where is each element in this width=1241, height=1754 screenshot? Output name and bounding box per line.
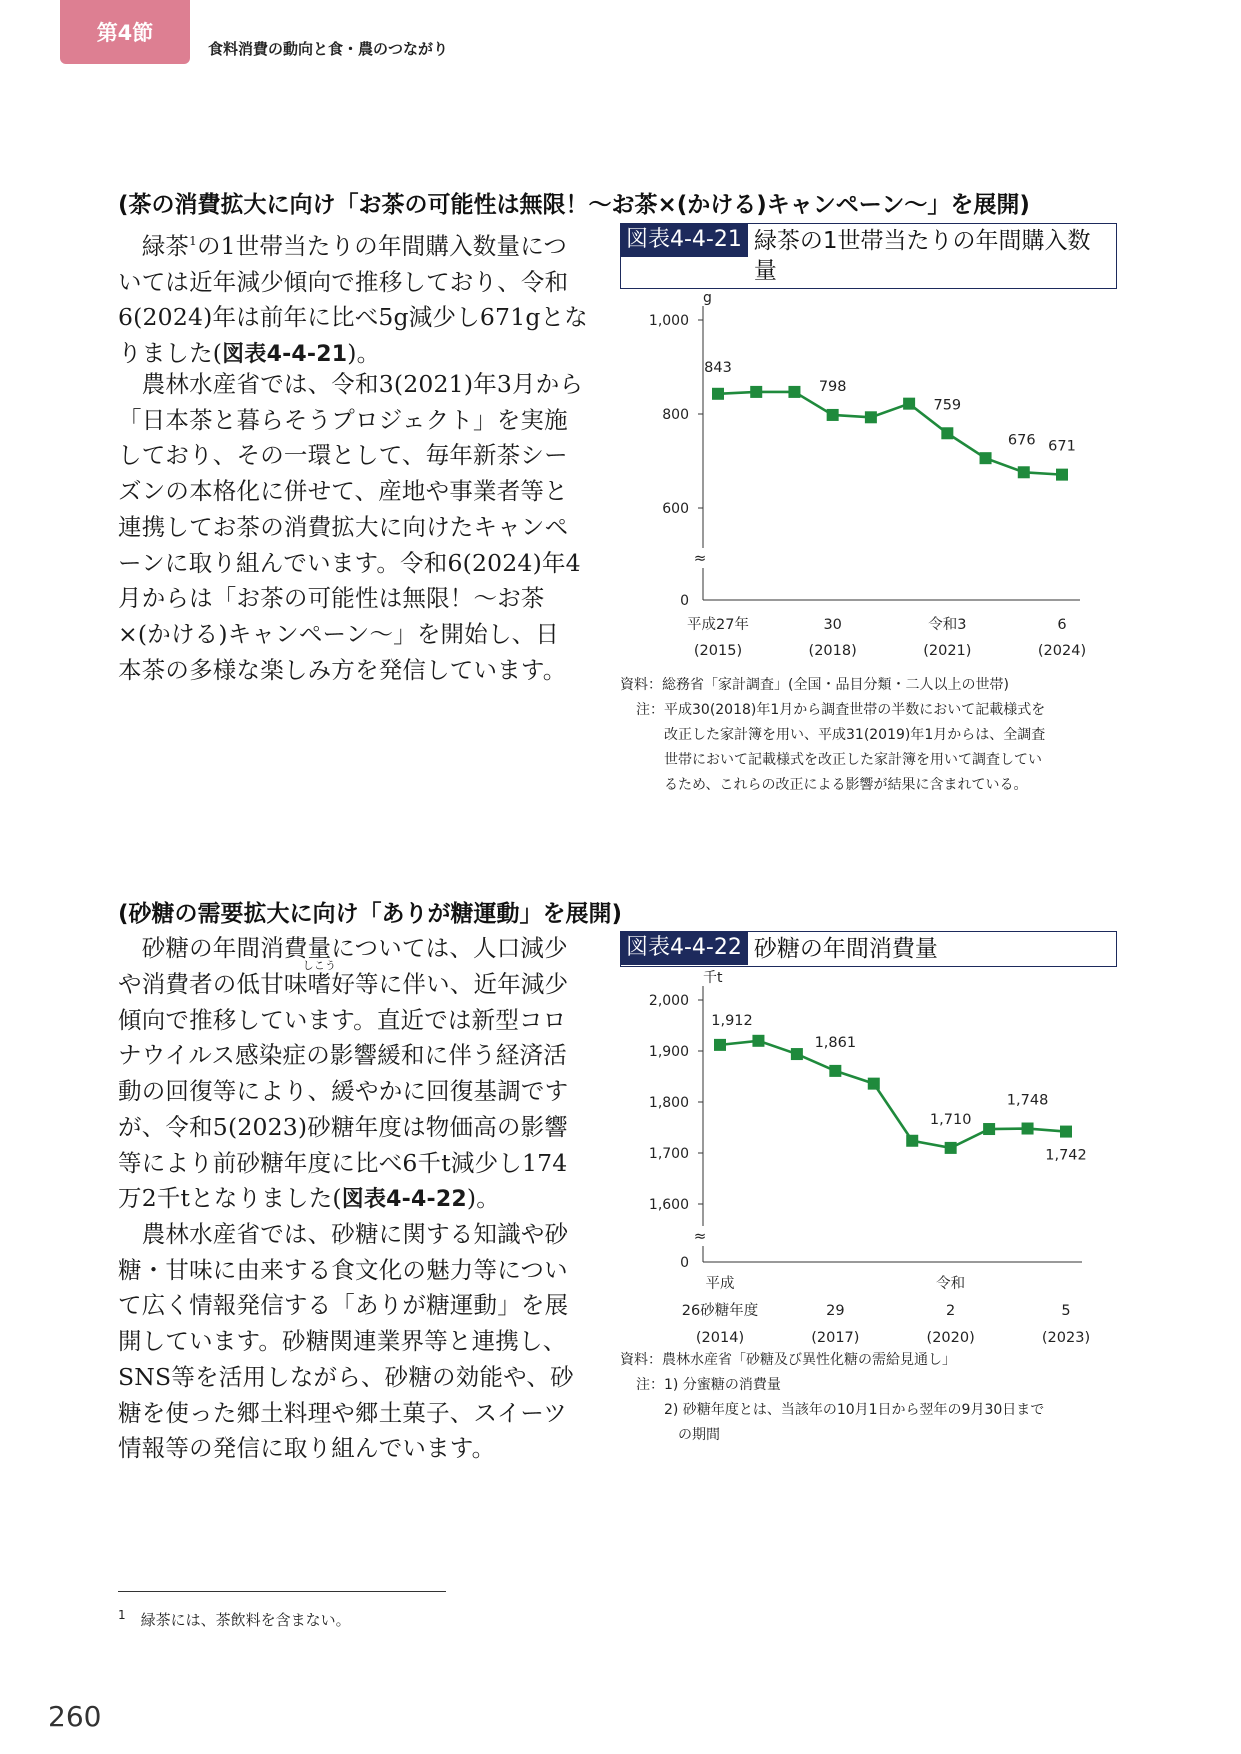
data-label: 1,748 [1006, 1092, 1049, 1109]
y-tick-label: 1,800 [648, 1095, 689, 1111]
data-point [752, 1035, 764, 1047]
data-point [1060, 1126, 1072, 1138]
x-tick-label: 30 [823, 617, 842, 633]
sugar-heading: (砂糖の需要拡大に向け「ありが糖運動」を展開) [118, 901, 623, 927]
data-label: 1,742 [1045, 1147, 1087, 1164]
footnote-ref: 1 [189, 234, 197, 248]
x-tick-label: 平成27年 [687, 617, 749, 633]
ruby-text: しこう [302, 959, 337, 972]
x-tick-label-year: (2024) [1037, 643, 1087, 659]
data-point [903, 398, 915, 410]
y-tick-label: 1,000 [648, 313, 689, 329]
x-tick-label-year: (2018) [808, 643, 857, 659]
data-point [983, 1123, 995, 1135]
data-point [945, 1142, 957, 1154]
data-label: 1,861 [814, 1034, 857, 1051]
data-label: 1,912 [711, 1012, 753, 1029]
x-tick-label: 26砂糖年度 [681, 1303, 759, 1319]
ruby-shikou [302, 959, 337, 998]
x-tick-label: 6 [1057, 617, 1067, 633]
x-tick-label-era: 平成 [705, 1276, 735, 1292]
x-tick-label: 令和3 [928, 617, 967, 633]
data-point [1056, 469, 1068, 481]
footnote-mark: 1 [118, 1608, 126, 1622]
x-tick-label-year: (2017) [811, 1330, 860, 1345]
sugar-para1-mid: 好等に伴い、近年減少 傾向で推移しています。直近では新型コロ ナウイルス感染症の影響緩和に伴う経済活 動の回復等により、緩やかに回復基調です が、令和5(2023)砂糖年度は物価高の影響 等により前砂糖年度に比べ6千t減少し174 万2千tとなりました( [118, 970, 569, 1213]
figure1-title: 緑茶の1世帯当たりの年間購入数量 [753, 228, 1091, 284]
data-label: 759 [933, 397, 962, 414]
tea-paragraph-2: 農林水産省では、令和3(2021)年3月から 「日本茶と暮らそうプロジェクト」を実施 しており、その一環として、毎年新茶シー ズンの本格化に併せて、産地や事業者等と 連携してお茶の消費拡大に向けたキャンペ ーンに取り組んでいます。令和6(2024)年4 月からは「お茶の可能性は無限！〜お茶 ×(かける)キャンペーン〜」を開始し、日 本茶の多様な楽しみ方を発信しています。 [118, 370, 584, 684]
x-tick-label-year: (2015) [693, 643, 743, 659]
y-axis-break: ≈ [693, 549, 707, 567]
chart-tea-purchase [620, 290, 1120, 670]
chart-sugar-consumption [620, 970, 1120, 1345]
sugar-para1-start: 砂糖の年間消費量については、人口減少 や消費者の低甘味 [118, 934, 568, 998]
figure1-title-box [620, 223, 1117, 289]
sugar-para1-end: )。 [466, 1184, 500, 1213]
figure-ref-21: 図表4-4-21 [222, 341, 348, 367]
data-label: 676 [1007, 432, 1036, 449]
data-point [865, 411, 877, 423]
data-label: 671 [1048, 438, 1076, 455]
data-point [829, 1065, 841, 1077]
ruby-base: 嗜 [302, 970, 337, 998]
data-point [941, 427, 953, 439]
y-tick-label: 1,900 [648, 1044, 689, 1060]
data-label: 798 [818, 378, 847, 395]
tea-paragraph-1 [118, 224, 598, 373]
data-point [906, 1135, 918, 1147]
data-point [1022, 1123, 1034, 1135]
tea-heading: (茶の消費拡大に向け「お茶の可能性は無限！〜お茶×(かける)キャンペーン〜」を展開) [118, 192, 1030, 218]
section-title: 食料消費の動向と食・農のつながり [208, 40, 449, 58]
x-tick-label-year: (2020) [926, 1330, 975, 1345]
data-point [868, 1078, 880, 1090]
y-unit-label: g [703, 290, 712, 306]
sugar-paragraph-2: 農林水産省では、砂糖に関する知識や砂 糖・甘味に由来する食文化の魅力等につい て広く情報発信する「ありが糖運動」を展 開しています。砂糖関連業界等と連携し、 SNS等を活用しながら、砂糖の効能や、砂 糖を使った郷土料理や郷土菓子、スイーツ 情報等の発信に取り組んでいます。 [118, 1220, 574, 1463]
data-point [980, 452, 992, 464]
figure-ref-22: 図表4-4-22 [341, 1187, 467, 1213]
footnote-rule [118, 1591, 446, 1592]
figure2-label: 図表4-4-22 [621, 932, 748, 965]
footnote-text: 緑茶には、茶飲料を含まない。 [140, 1611, 351, 1629]
y-tick-label: 1,700 [648, 1146, 689, 1162]
data-point [791, 1048, 803, 1060]
figure2-title-box [620, 931, 1117, 967]
figure1-note: 注：平成30(2018)年1月から調査世帯の半数において記載様式を 改正した家計簿を用い、平成31(2019)年1月からは、全調査 世帯において記載様式を改正した家計簿を用いて調査してい るため、これらの改正による影響が結果に含まれている。 [636, 702, 1046, 793]
x-tick-label: 5 [1061, 1303, 1071, 1319]
y-axis-break: ≈ [693, 1227, 707, 1245]
figure1-source: 資料：総務省「家計調査」(全国・品目分類・二人以上の世帯) [620, 677, 1009, 693]
y-tick-label: 800 [662, 407, 689, 423]
tea-para1-end: )。 [347, 338, 381, 367]
y-tick-label: 0 [680, 1255, 689, 1271]
x-tick-label: 29 [826, 1303, 845, 1319]
data-point [788, 386, 800, 398]
section-tab: 第4節 [60, 0, 190, 64]
footnote [118, 1608, 351, 1630]
sugar-paragraph-1 [118, 931, 598, 1218]
figure2-note: 注：1) 分蜜糖の消費量 2) 砂糖年度とは、当該年の10月1日から翌年の9月30日まで の期間 [636, 1377, 1045, 1443]
figure2-source: 資料：農林水産省「砂糖及び異性化糖の需給見通し」 [620, 1352, 956, 1368]
x-tick-label-year: (2014) [695, 1330, 745, 1345]
tea-para1-mid: の1世帯当たりの年間購入数量につ いては近年減少傾向で推移しており、令和 6(2024)年は前年に比べ5g減少し671gとな りました( [118, 231, 588, 367]
data-point [750, 386, 762, 398]
data-point [714, 1039, 726, 1051]
data-point [1018, 466, 1030, 478]
tea-para1-start: 緑茶 [141, 231, 190, 260]
y-tick-label: 0 [680, 593, 689, 609]
y-tick-label: 600 [662, 501, 689, 517]
figure1-label: 図表4-4-21 [621, 224, 748, 257]
figure2-title: 砂糖の年間消費量 [753, 936, 938, 962]
data-label: 1,710 [929, 1111, 972, 1128]
y-unit-label: 千t [703, 970, 723, 986]
x-tick-label-year: (2023) [1041, 1330, 1091, 1345]
y-tick-label: 1,600 [648, 1197, 689, 1213]
page-number: 260 [48, 1700, 102, 1733]
x-tick-label: 2 [946, 1303, 956, 1319]
data-point [712, 388, 724, 400]
y-tick-label: 2,000 [648, 993, 689, 1009]
data-label: 843 [704, 359, 732, 376]
data-point [827, 409, 839, 421]
x-tick-label-year: (2021) [923, 643, 972, 659]
x-tick-label-era: 令和 [936, 1276, 966, 1292]
